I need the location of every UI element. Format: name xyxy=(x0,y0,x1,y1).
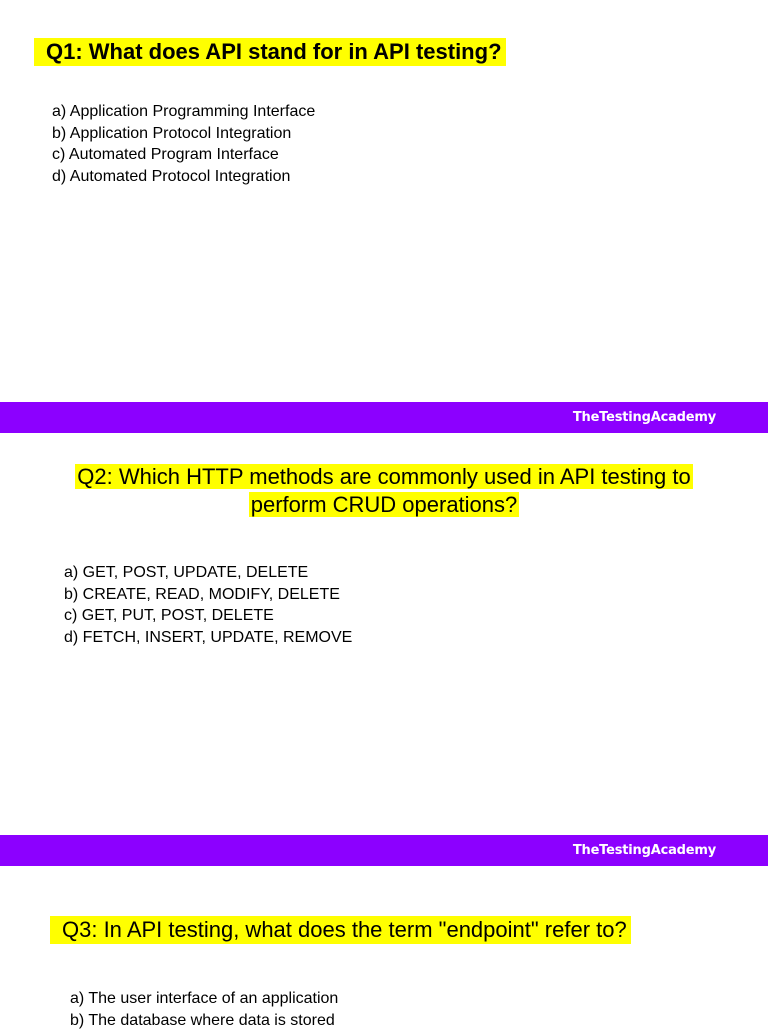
question-3-options xyxy=(70,988,338,1031)
option-a: a) The user interface of an application xyxy=(70,988,338,1010)
question-1-title: Q1: What does API stand for in API testing? xyxy=(34,38,506,66)
brand-banner xyxy=(0,402,768,433)
option-a: a) GET, POST, UPDATE, DELETE xyxy=(64,562,352,584)
brand-banner xyxy=(0,835,768,866)
question-1-options xyxy=(52,101,315,187)
question-2-options xyxy=(64,562,352,648)
question-slide-1 xyxy=(0,0,768,402)
option-c: c) Automated Program Interface xyxy=(52,144,315,166)
option-c: c) GET, PUT, POST, DELETE xyxy=(64,605,352,627)
brand-label: TheTestingAcademy xyxy=(573,410,716,425)
question-slide-2 xyxy=(0,433,768,835)
option-a: a) Application Programming Interface xyxy=(52,101,315,123)
option-d: d) Automated Protocol Integration xyxy=(52,166,315,188)
question-slide-3 xyxy=(0,866,768,1024)
question-2-title xyxy=(0,463,768,519)
question-3-title: Q3: In API testing, what does the term "endpoint" refer to? xyxy=(50,916,631,944)
brand-label: TheTestingAcademy xyxy=(573,843,716,858)
option-b: b) The database where data is stored xyxy=(70,1010,338,1031)
question-2-title-line-1: Q2: Which HTTP methods are commonly used in API testing to xyxy=(75,464,692,489)
option-b: b) CREATE, READ, MODIFY, DELETE xyxy=(64,584,352,606)
option-d: d) FETCH, INSERT, UPDATE, REMOVE xyxy=(64,627,352,649)
option-b: b) Application Protocol Integration xyxy=(52,123,315,145)
question-2-title-line-2: perform CRUD operations? xyxy=(249,492,520,517)
